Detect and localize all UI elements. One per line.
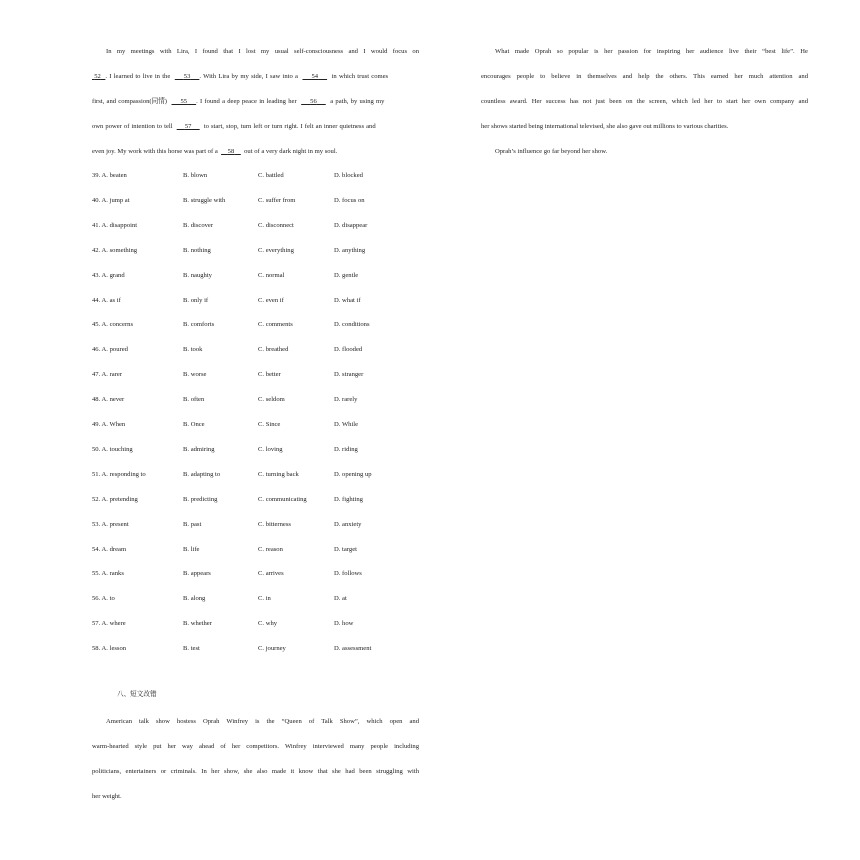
passage-line-4: own power of intention to tell 57 to start, stop, turn left or turn right. I felt an inner quietness and bbox=[92, 123, 376, 130]
option-d: D. target bbox=[334, 545, 357, 553]
option-b: B. along bbox=[183, 595, 206, 603]
option-a bbox=[92, 545, 126, 555]
option-a bbox=[92, 495, 138, 505]
option-a bbox=[92, 520, 129, 530]
blank-53: 53 bbox=[183, 73, 191, 80]
option-a bbox=[92, 445, 133, 455]
question-row bbox=[92, 271, 419, 281]
option-a-text: A. concerns bbox=[101, 321, 134, 329]
option-a bbox=[92, 619, 126, 629]
section8-line-3: politicians, entertainers or criminals. In her show, she also made it know that she had been struggling with bbox=[92, 768, 419, 775]
option-d: D. disappear bbox=[334, 221, 368, 229]
option-b: B. worse bbox=[183, 371, 207, 379]
option-b: B. whether bbox=[183, 620, 212, 628]
option-c: C. better bbox=[258, 371, 281, 379]
option-c: C. Since bbox=[258, 421, 281, 428]
option-a bbox=[92, 594, 115, 604]
question-number: 52. bbox=[92, 495, 101, 503]
option-d: D. anxiety bbox=[334, 520, 362, 528]
right-line-4: her shows started being international televised, she also gave out millions to various charities. bbox=[481, 123, 729, 130]
question-number: 45. bbox=[92, 321, 101, 329]
question-number: 42. bbox=[92, 246, 101, 254]
blank-54: 54 bbox=[311, 73, 319, 80]
option-b: B. naughty bbox=[183, 271, 212, 279]
question-row bbox=[92, 320, 419, 330]
question-row bbox=[92, 420, 419, 430]
option-c: C. why bbox=[258, 620, 278, 628]
question-row bbox=[92, 370, 419, 380]
question-number: 46. bbox=[92, 346, 101, 354]
question-row bbox=[92, 470, 419, 480]
question-row bbox=[92, 171, 419, 181]
right-line-1: What made Oprah so popular is her passion for inspiring her audience live their “best life”. He bbox=[495, 48, 808, 55]
option-b: B. nothing bbox=[183, 246, 211, 254]
option-b: B. blown bbox=[183, 172, 208, 179]
option-a-text: A. present bbox=[101, 520, 129, 528]
option-a-text: A. disappoint bbox=[101, 221, 138, 229]
option-a-text: A. touching bbox=[101, 445, 133, 453]
question-row bbox=[92, 594, 419, 604]
option-d: D. how bbox=[334, 620, 354, 628]
option-a bbox=[92, 569, 124, 579]
option-a-text: A. dream bbox=[101, 545, 127, 553]
option-d: D. follows bbox=[334, 570, 362, 578]
option-d: D. gentle bbox=[334, 271, 359, 279]
option-b: B. only if bbox=[183, 296, 209, 304]
option-b: B. past bbox=[183, 520, 202, 528]
option-d: D. blocked bbox=[334, 172, 363, 179]
option-c: C. battled bbox=[258, 172, 284, 179]
question-number: 55. bbox=[92, 570, 101, 578]
option-a bbox=[92, 296, 121, 306]
question-row bbox=[92, 520, 419, 530]
option-b: B. struggle with bbox=[183, 196, 226, 204]
option-c: C. turning back bbox=[258, 470, 299, 478]
option-a bbox=[92, 395, 124, 405]
option-a bbox=[92, 171, 127, 181]
blank-57: 57 bbox=[184, 123, 192, 130]
option-d: D. While bbox=[334, 421, 359, 428]
option-a-text: A. never bbox=[101, 396, 125, 404]
section8-line-2: warm-hearted style put her way ahead of her competitors. Winfrey interviewed many people including bbox=[92, 743, 419, 750]
question-row bbox=[92, 619, 419, 629]
question-row bbox=[92, 644, 419, 654]
option-a bbox=[92, 644, 126, 654]
option-c: C. suffer from bbox=[258, 196, 296, 204]
option-b: B. predicting bbox=[183, 495, 218, 503]
question-number: 49. bbox=[92, 421, 101, 428]
question-number: 56. bbox=[92, 595, 101, 603]
option-a bbox=[92, 320, 133, 330]
question-number: 54. bbox=[92, 545, 101, 553]
option-c: C. bitterness bbox=[258, 520, 291, 528]
option-d: D. rarely bbox=[334, 396, 358, 404]
question-row bbox=[92, 569, 419, 579]
question-row bbox=[92, 445, 419, 455]
option-b: B. admiring bbox=[183, 445, 215, 453]
right-line-2: encourages people to believe in themselves and help the others. This earned her much attention and bbox=[481, 73, 808, 80]
blank-55: 55 bbox=[180, 98, 188, 105]
option-c: C. everything bbox=[258, 246, 294, 254]
question-row bbox=[92, 221, 419, 231]
option-c: C. comments bbox=[258, 321, 293, 329]
question-row bbox=[92, 395, 419, 405]
question-number: 53. bbox=[92, 520, 101, 528]
question-row bbox=[92, 296, 419, 306]
option-b: B. discover bbox=[183, 221, 214, 229]
option-d: D. fighting bbox=[334, 495, 363, 503]
question-row bbox=[92, 246, 419, 256]
section-heading: 八、短文改错 bbox=[117, 691, 157, 698]
option-a bbox=[92, 221, 137, 231]
section8-line-1: American talk show hostess Oprah Winfrey is the “Queen of Talk Show”, which open and bbox=[106, 718, 419, 725]
question-number: 40. bbox=[92, 196, 101, 204]
option-c: C. arrives bbox=[258, 570, 284, 578]
option-d: D. flooded bbox=[334, 346, 363, 354]
option-c: C. even if bbox=[258, 296, 284, 304]
question-number: 41. bbox=[92, 221, 101, 229]
question-row bbox=[92, 345, 419, 355]
question-row bbox=[92, 196, 419, 206]
question-number: 43. bbox=[92, 271, 101, 279]
option-c: C. seldom bbox=[258, 396, 285, 404]
option-a-text: A. beaten bbox=[101, 172, 127, 179]
passage-line-1: In my meetings with Lira, I found that I lost my usual self-consciousness and I would focus on bbox=[106, 48, 419, 55]
passage-line-2: 52 . I learned to live in the 53 . With Lira by my side, I saw into a 54 in which trust comes bbox=[92, 72, 419, 82]
option-a-text: A. rarer bbox=[101, 371, 123, 379]
option-d: D. anything bbox=[334, 246, 366, 254]
section8-line-4: her weight. bbox=[92, 793, 122, 800]
option-c: C. reason bbox=[258, 545, 283, 553]
passage-line-3: first, and compassion(同情) 55 . I found a deep peace in leading her 56 a path, by using my bbox=[92, 98, 385, 105]
question-number: 47. bbox=[92, 371, 101, 379]
option-a-text: A. something bbox=[101, 246, 138, 254]
option-a bbox=[92, 271, 125, 281]
question-number: 51. bbox=[92, 470, 101, 478]
option-a bbox=[92, 370, 122, 380]
blank-58: 58 bbox=[227, 148, 235, 155]
option-d: D. conditions bbox=[334, 321, 370, 329]
option-d: D. riding bbox=[334, 445, 358, 453]
option-c: C. loving bbox=[258, 445, 283, 453]
right-line-5: Oprah’s influence go far beyond her show. bbox=[495, 148, 608, 155]
option-b: B. took bbox=[183, 346, 203, 354]
option-c: C. communicating bbox=[258, 495, 307, 503]
option-d: D. stranger bbox=[334, 371, 364, 379]
option-a bbox=[92, 246, 137, 256]
option-b: B. life bbox=[183, 545, 200, 553]
option-c: C. breathed bbox=[258, 346, 289, 354]
option-a bbox=[92, 470, 146, 480]
option-b: B. adapting to bbox=[183, 470, 221, 478]
option-d: D. assessment bbox=[334, 645, 372, 653]
blank-56: 56 bbox=[310, 98, 317, 105]
question-number: 50. bbox=[92, 445, 101, 453]
option-a-text: A. ranks bbox=[101, 570, 124, 578]
option-b: B. comforts bbox=[183, 321, 215, 329]
option-d: D. opening up bbox=[334, 470, 372, 478]
option-a bbox=[92, 420, 125, 430]
question-number: 57. bbox=[92, 620, 101, 628]
option-d: D. at bbox=[334, 595, 347, 603]
option-a-text: A. poured bbox=[101, 346, 128, 354]
option-c: C. disconnect bbox=[258, 221, 294, 229]
question-number: 48. bbox=[92, 396, 101, 404]
option-a-text: A. responding to bbox=[101, 470, 146, 478]
option-a bbox=[92, 196, 130, 206]
option-a-text: A. where bbox=[101, 620, 126, 628]
option-b: B. appears bbox=[183, 570, 211, 578]
option-c: C. journey bbox=[258, 645, 286, 653]
option-a-text: A. lesson bbox=[101, 645, 127, 653]
question-number: 39. bbox=[92, 172, 101, 179]
option-a-text: A. to bbox=[101, 595, 115, 603]
option-b: B. test bbox=[183, 645, 200, 653]
passage-line-5: even joy. My work with this horse was part of a 58 out of a very dark night in my soul. bbox=[92, 148, 338, 155]
question-row bbox=[92, 545, 419, 555]
option-a bbox=[92, 345, 128, 355]
right-line-3: countless award. Her success has not just been on the screen, which led her to start her own company and bbox=[481, 98, 808, 105]
option-c: C. in bbox=[258, 595, 271, 603]
question-number: 44. bbox=[92, 296, 101, 304]
option-a-text: A. pretending bbox=[101, 495, 138, 503]
option-a-text: A. jump at bbox=[101, 196, 130, 204]
option-a-text: A. as if bbox=[101, 296, 121, 304]
option-d: D. what if bbox=[334, 296, 361, 304]
question-row bbox=[92, 495, 419, 505]
blank-52: 52 bbox=[94, 73, 101, 80]
option-d: D. focus on bbox=[334, 196, 365, 204]
option-b: B. Once bbox=[183, 421, 205, 428]
option-a-text: A. When bbox=[101, 421, 126, 428]
option-c: C. normal bbox=[258, 271, 285, 279]
question-number: 58. bbox=[92, 645, 101, 653]
option-a-text: A. grand bbox=[101, 271, 125, 279]
option-b: B. often bbox=[183, 396, 205, 404]
